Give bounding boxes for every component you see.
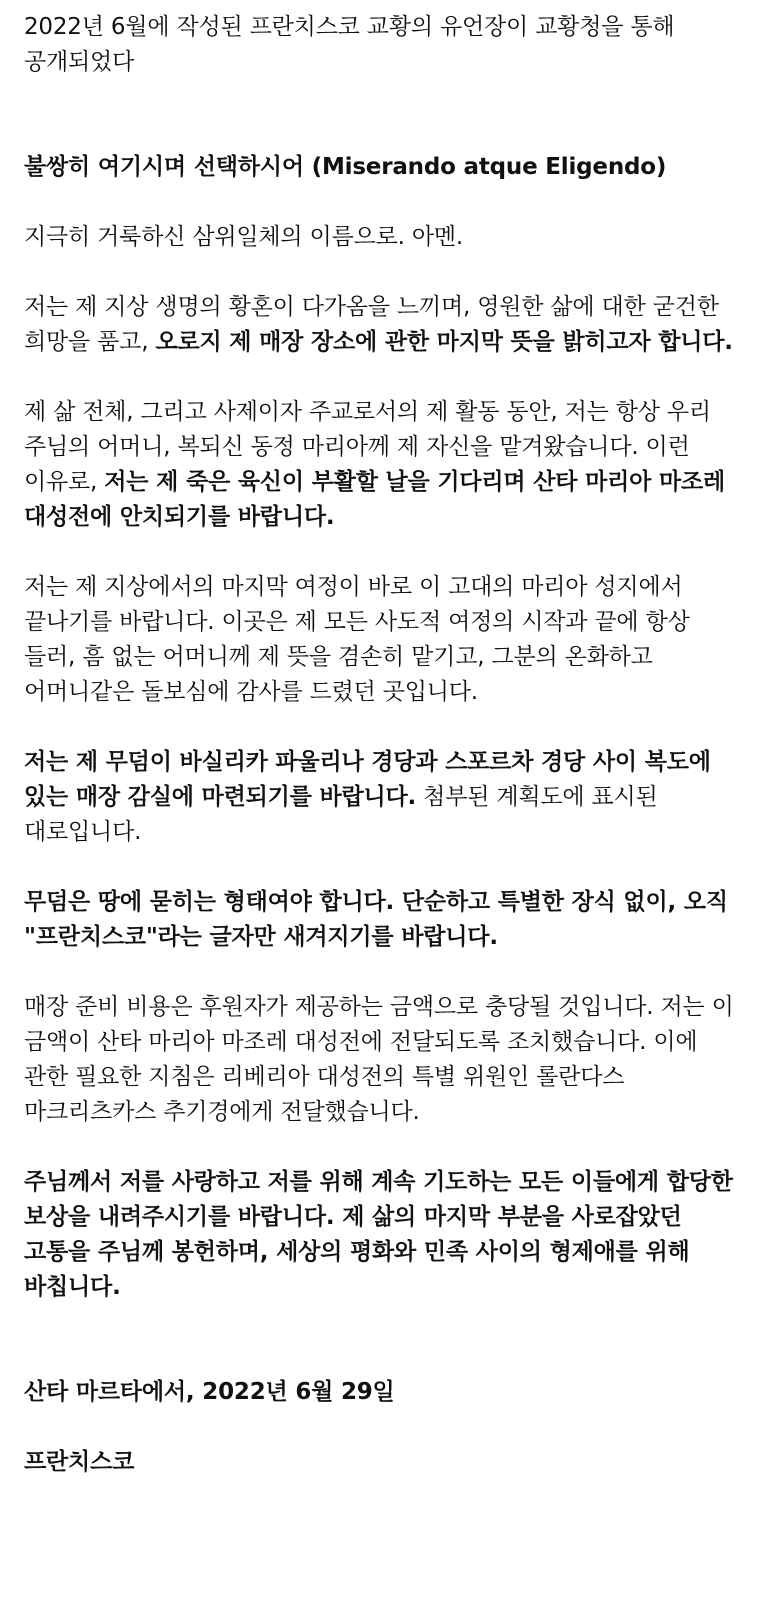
spacer [24, 80, 744, 150]
spacer [24, 535, 744, 570]
place-date: 산타 마르타에서, 2022년 6월 29일 [24, 1379, 395, 1405]
spacer [24, 1130, 744, 1165]
paragraph-emphasis: 오로지 제 매장 장소에 관한 마지막 뜻을 밝히고자 합니다. [155, 329, 733, 355]
paragraph-emphasis: 저는 제 죽은 육신이 부활할 날을 기다리며 산타 마리아 마조레 대성전에 안치되기를 바랍니다. [24, 469, 725, 530]
paragraph-text: 첨부된 계획도에 표시된 대로입니다. [24, 784, 658, 845]
paragraph-basilica [24, 395, 744, 535]
spacer [24, 185, 744, 220]
paragraph-tomb-form: 무덤은 땅에 묻히는 형태여야 합니다. 단순하고 특별한 장식 없이, 오직 "프란치스코"라는 글자만 새겨지기를 바랍니다. [24, 889, 728, 950]
paragraph-burial-intent [24, 290, 744, 360]
paragraph-expenses: 매장 준비 비용은 후원자가 제공하는 금액으로 충당될 것입니다. 저는 이 금액이 산타 마리아 마조레 대성전에 전달되도록 조치했습니다. 이에 관한 필요한 지침은 리베리아 대성전의 특별 위원인 롤란다스 마크리츠카스 추기경에게 전달했습니다. [24, 994, 734, 1125]
will-heading: 불쌍히 여기시며 선택하시어 (Miserando atque Eligendo) [24, 154, 667, 180]
intro-text: 2022년 6월에 작성된 프란치스코 교황의 유언장이 교황청을 통해 공개되었다 [24, 14, 675, 75]
spacer [24, 360, 744, 395]
paragraph-tomb-location [24, 745, 744, 850]
paragraph-text: 제 삶 전체, 그리고 사제이자 주교로서의 제 활동 동안, 저는 항상 우리 주님의 어머니, 복되신 동정 마리아께 제 자신을 맡겨왔습니다. 이런 이유로, [24, 399, 711, 495]
spacer [24, 710, 744, 745]
paragraph-text: 저는 제 지상 생명의 황혼이 다가옴을 느끼며, 영원한 삶에 대한 굳건한 희망을 품고, [24, 294, 719, 355]
spacer [24, 255, 744, 290]
signature: 프란치스코 [24, 1449, 135, 1475]
spacer [24, 1305, 744, 1375]
paragraph-blessing: 주님께서 저를 사랑하고 저를 위해 계속 기도하는 모든 이들에게 합당한 보상을 내려주시기를 바랍니다. 제 삶의 마지막 부분을 사로잡았던 고통을 주님께 봉헌하며, 세상의 평화와 민족 사이의 형제애를 위해 바칩니다. [24, 1169, 733, 1300]
spacer [24, 955, 744, 990]
spacer [24, 850, 744, 885]
paragraph-emphasis: 저는 제 무덤이 바실리카 파울리나 경당과 스포르차 경당 사이 복도에 있는 매장 감실에 마련되기를 바랍니다. [24, 749, 711, 810]
spacer [24, 1410, 744, 1445]
invocation-text: 지극히 거룩하신 삼위일체의 이름으로. 아멘. [24, 224, 463, 250]
paragraph-journey: 저는 제 지상에서의 마지막 여정이 바로 이 고대의 마리아 성지에서 끝나기를 바랍니다. 이곳은 제 모든 사도적 여정의 시작과 끝에 항상 들러, 흠 없는 어머니께 제 뜻을 겸손히 맡기고, 그분의 온화하고 어머니같은 돌보심에 감사를 드렸던 곳입니다. [24, 574, 690, 705]
